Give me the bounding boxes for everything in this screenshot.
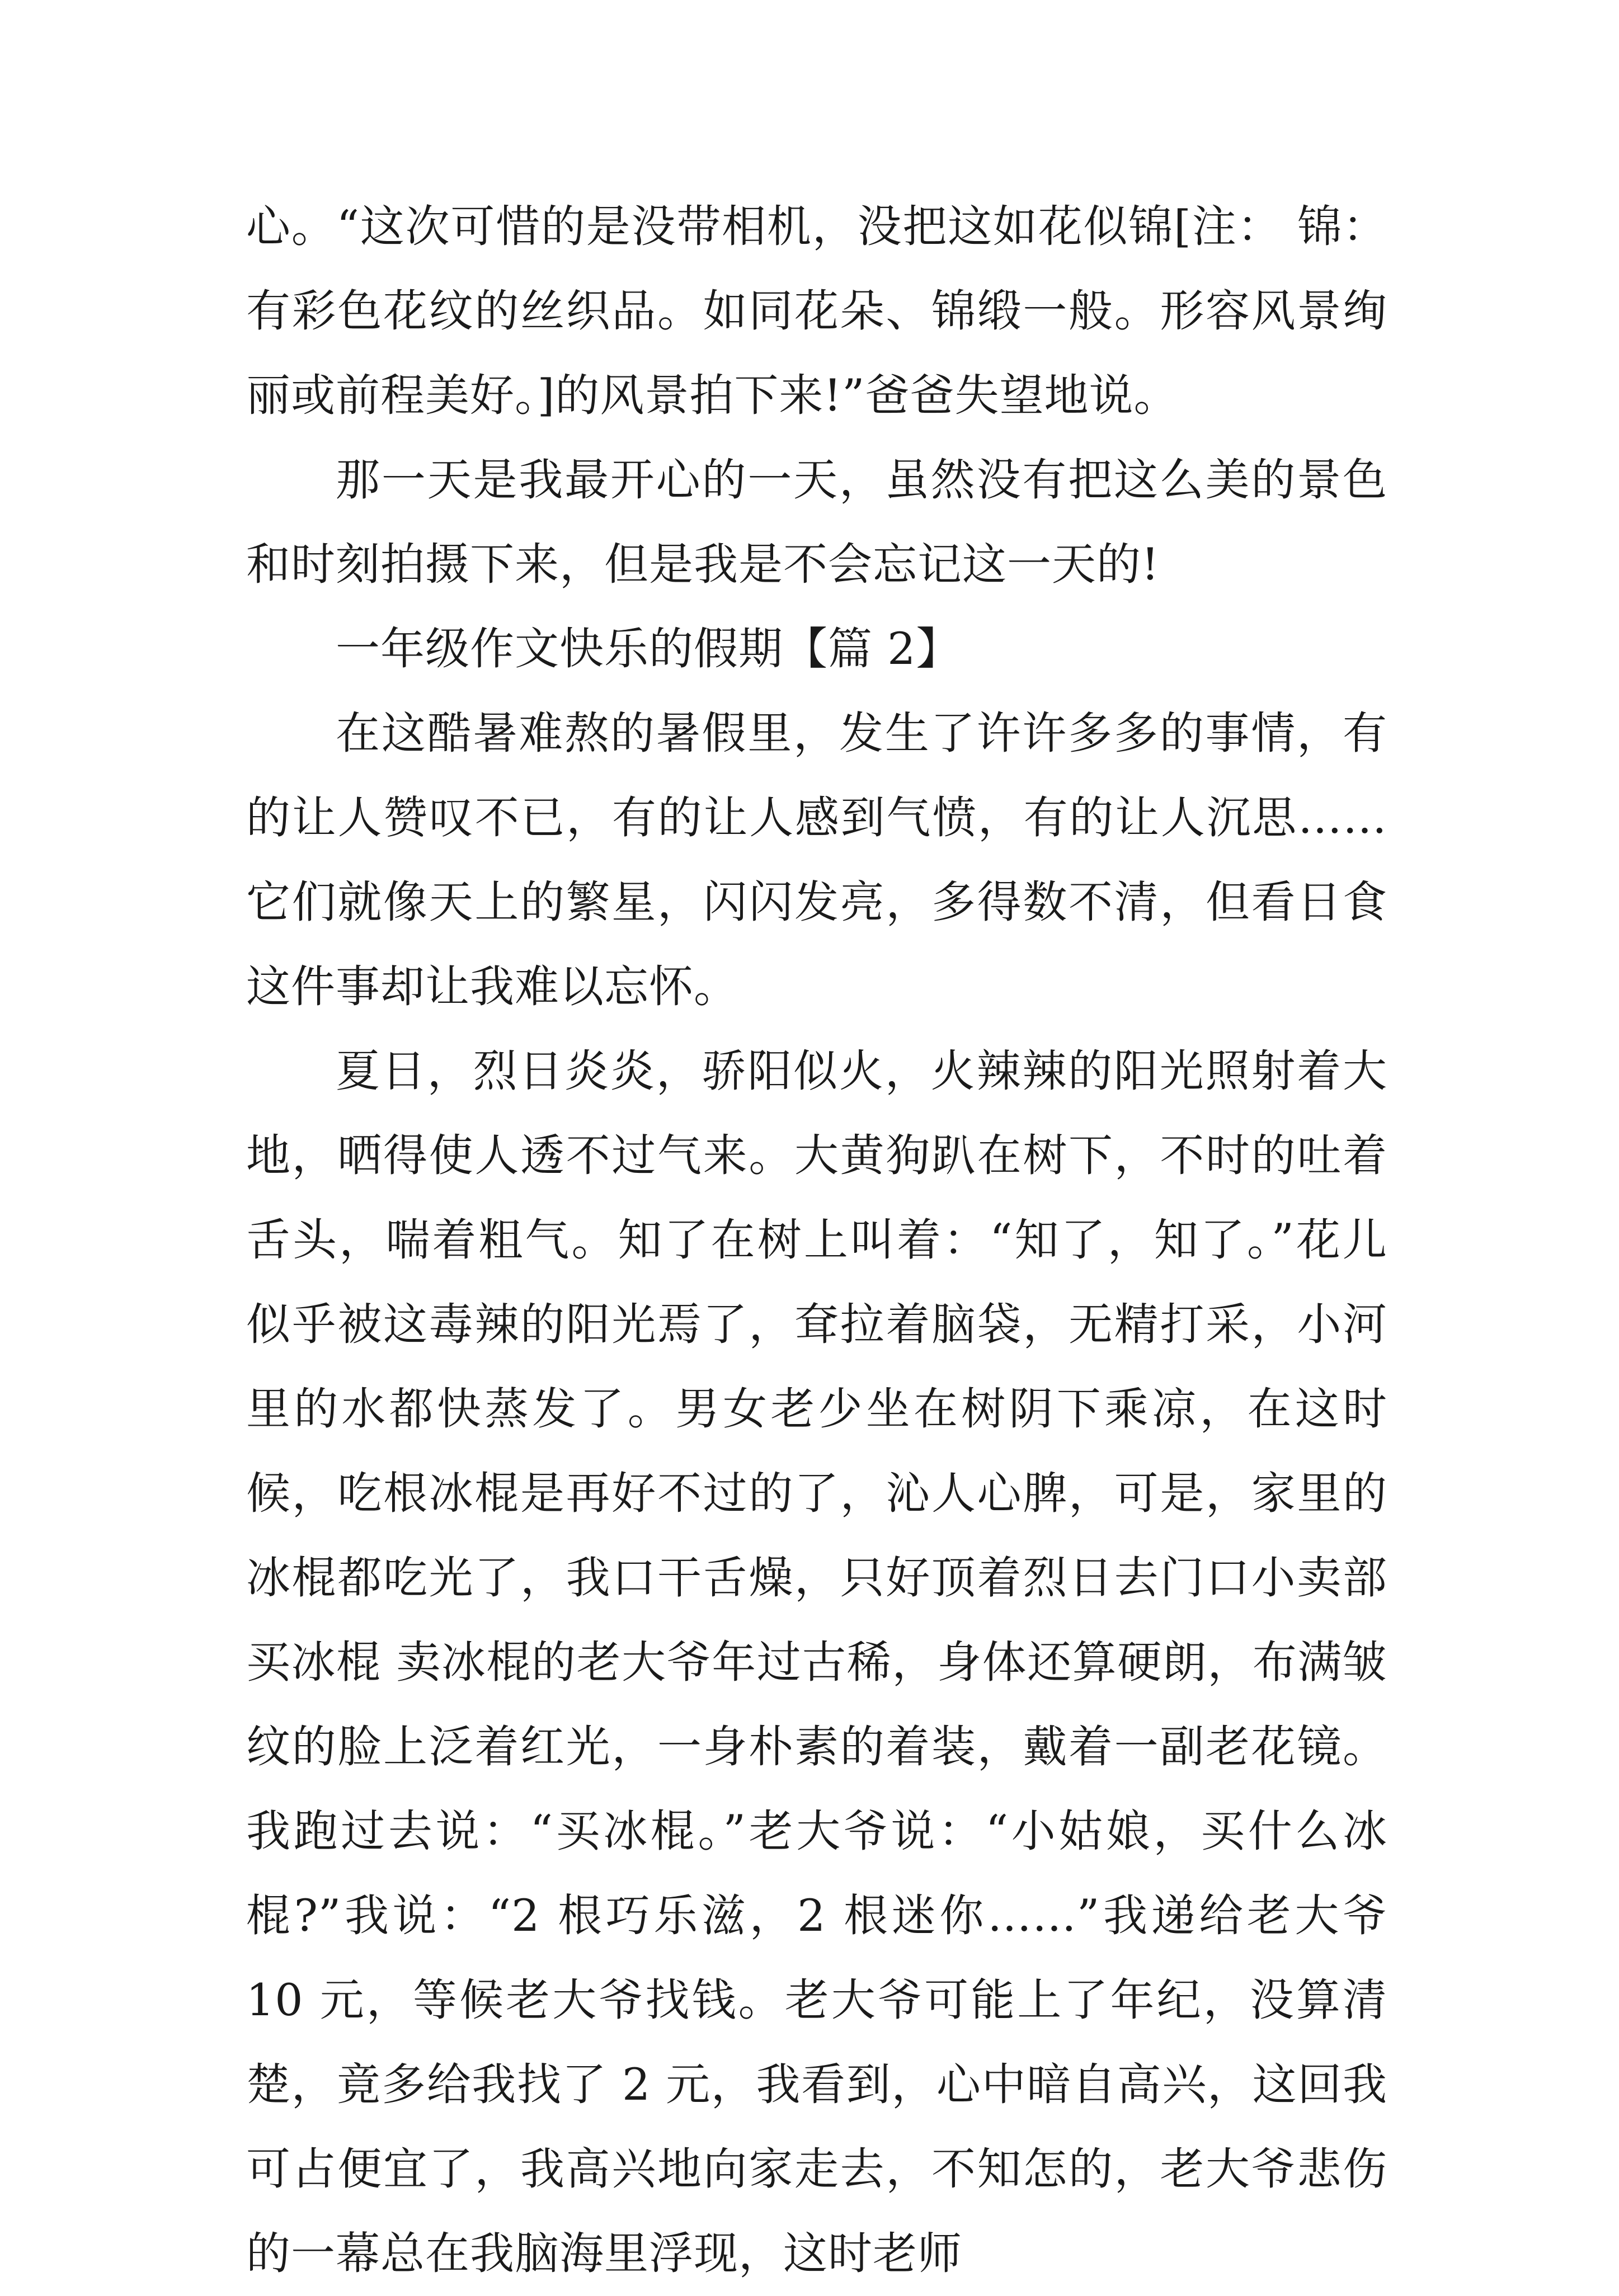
paragraph-summer-story: 夏日，烈日炎炎，骄阳似火，火辣辣的阳光照射着大地，晒得使人透不过气来。大黄狗趴在树下，不时的吐着舌头，喘着粗气。知了在树上叫着：“知了，知了。”花儿似乎被这毒辣的阳光焉了，耷拉着脑袋，无精打采，小河里的水都快蒸发了。男女老少坐在树阴下乘凉，在这时候，吃根冰棍是再好不过的了，沁人心脾，可是，家里的冰棍都吃光了，我口干舌燥，只好顶着烈日去门口小卖部买冰棍 卖冰棍的老大爷年过古稀，身体还算硬朗，布满皱纹的脸上泛着红光，一身朴素的着装，戴着一副老花镜。 我跑过去说：“买冰棍。”老大爷说：“小姑娘，买什么冰棍?”我说：“2 根巧乐滋，2 根迷你……”我递给老大爷 10 元，等候老大爷找钱。老大爷可能上了年纪，没算清楚，竟多给我找了 2 元，我看到，心中暗自高兴，这回我可占便宜了，我高兴地向家走去，不知怎的，老大爷悲伤的一幕总在我脑海里浮现，这时老师 bbox=[246, 1045, 1387, 2279]
paragraph-intro: 在这酷暑难熬的暑假里，发生了许许多多的事情，有的让人赞叹不已，有的让人感到气愤，有的让人沉思……它们就像天上的繁星，闪闪发亮，多得数不清，但看日食这件事却让我难以忘怀。 bbox=[246, 708, 1387, 1012]
paragraph-continuation: 心。“这次可惜的是没带相机，没把这如花似锦[注： 锦：有彩色花纹的丝织品。如同花朵、锦缎一般。形容风景绚丽或前程美好。]的风景拍下来!”爸爸失望地说。 bbox=[246, 201, 1387, 421]
section-heading: 一年级作文快乐的假期【篇 2】 bbox=[336, 623, 961, 675]
document-body bbox=[246, 185, 1387, 2296]
paragraph-memory: 那一天是我最开心的一天，虽然没有把这么美的景色和时刻拍摄下来，但是我是不会忘记这一天的! bbox=[246, 454, 1387, 590]
